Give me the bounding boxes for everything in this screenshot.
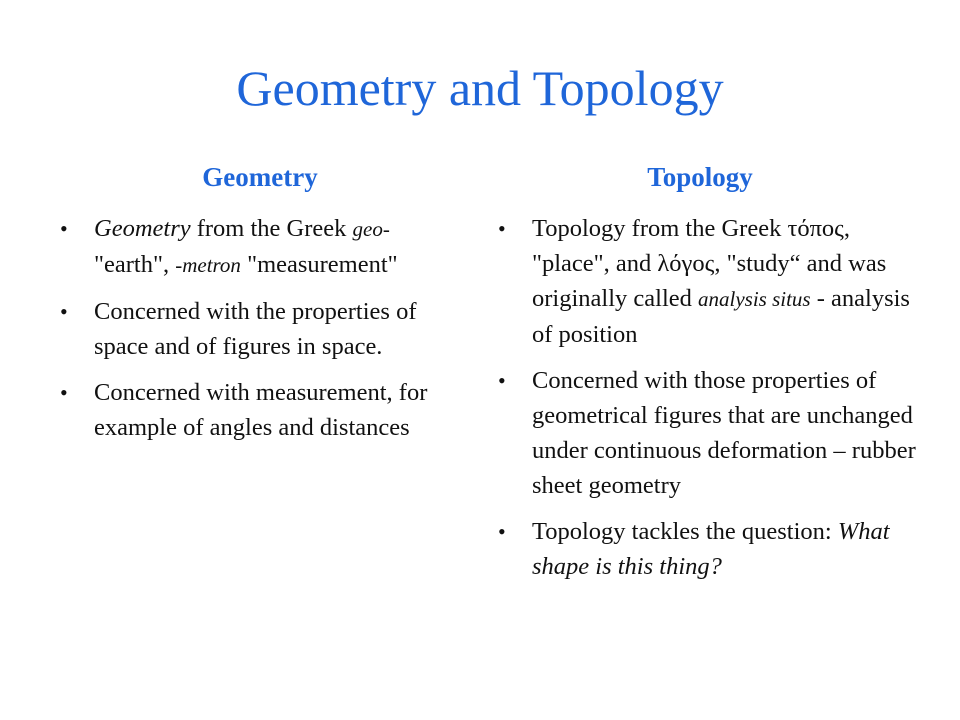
bullet-dot-icon: •: [498, 216, 506, 241]
bullet-text-segment: -metron: [175, 253, 241, 277]
bullet-text-segment: "earth",: [94, 251, 176, 278]
bullet-text-segment: Topology tackles the question:: [532, 518, 838, 545]
topology-heading: Topology: [647, 162, 753, 192]
geometry-bullet-list: [60, 211, 465, 456]
bullet-text-segment: Topology from the Greek τόπος, "place", and λόγος, "study“ and was originally called: [532, 215, 887, 312]
slide-title: Geometry and Topology: [236, 60, 724, 116]
right-bullet-item: [498, 514, 928, 584]
topology-bullet-list: [498, 211, 928, 595]
bullet-text-segment: Concerned with the properties of space and of figures in space.: [94, 298, 417, 360]
left-bullet-item: [60, 294, 465, 364]
bullet-text-segment: Concerned with those properties of geometrical figures that are unchanged under continuous deformation – rubber sheet geometry: [532, 367, 916, 499]
left-bullet-item: [60, 375, 465, 445]
bullet-text-segment: Concerned with measurement, for example of angles and distances: [94, 379, 428, 441]
left-bullet-item: [60, 211, 465, 283]
bullet-text-segment: "measurement": [240, 251, 398, 278]
bullet-text-segment: What shape is this thing?: [532, 518, 890, 580]
bullet-text-segment: geo-: [352, 217, 390, 241]
bullet-dot-icon: •: [60, 216, 68, 241]
bullet-dot-icon: •: [60, 380, 68, 405]
bullet-text-segment: from the Greek: [190, 215, 353, 242]
bullet-text-segment: - analysis of position: [532, 285, 910, 348]
bullet-dot-icon: •: [498, 519, 506, 544]
right-bullet-item: [498, 363, 928, 503]
geometry-heading: Geometry: [202, 162, 318, 192]
right-bullet-item: [498, 211, 928, 352]
bullet-dot-icon: •: [60, 299, 68, 324]
bullet-text-segment: analysis situs: [698, 287, 811, 311]
bullet-text-segment: Geometry: [94, 215, 191, 242]
bullet-dot-icon: •: [498, 368, 506, 393]
